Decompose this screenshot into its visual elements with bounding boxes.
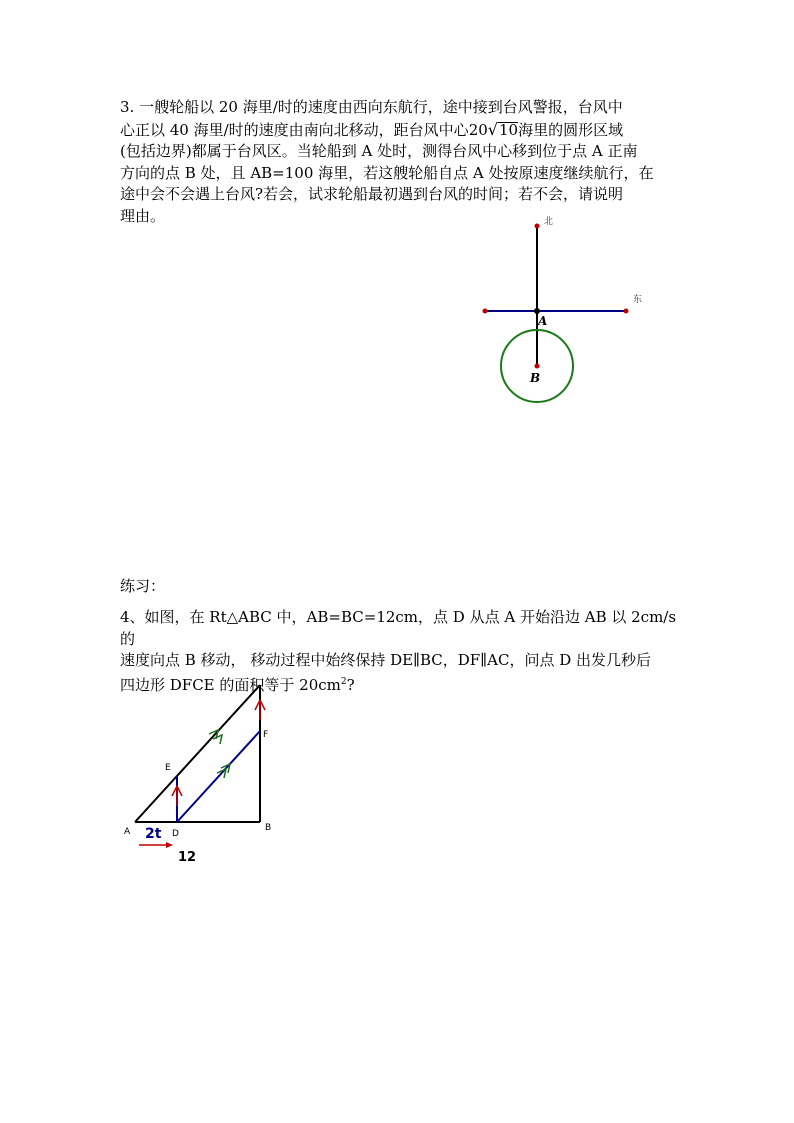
label-a2: A — [124, 827, 131, 837]
label-e: E — [165, 763, 171, 773]
point-b — [535, 364, 540, 369]
movement-arrow-icon — [166, 842, 173, 848]
label-b: B — [530, 371, 541, 385]
label-a: A — [538, 314, 548, 328]
triangle-figure — [124, 685, 271, 865]
q4-line-1: 4、如图，在 Rt△ABC 中，AB=BC=12cm，点 D 从点 A 开始沿边 AB 以 2cm/s 的 — [120, 608, 677, 648]
radical-sign-icon: √ — [487, 119, 498, 139]
q3-sqrt-radicand: 10 — [498, 120, 519, 139]
west-point — [483, 309, 488, 314]
label-d: D — [172, 829, 179, 839]
north-point — [535, 224, 540, 229]
q3-line-3: (包括边界)都属于台风区。当轮船到 A 处时，测得台风中心移到位于点 A 正南 — [120, 142, 638, 160]
q3-line-6: 理由。 — [120, 206, 166, 225]
q3-line-1: 3. 一艘轮船以 20 海里/时的速度由西向东航行，途中接到台风警报，台风中 — [120, 98, 623, 116]
segment-df — [177, 731, 260, 822]
east-point — [624, 309, 629, 314]
segment-label-2t: 2t — [145, 826, 162, 842]
q3-sqrt-coefficient: 20 — [468, 120, 488, 139]
q3-line-4: 方向的点 B 处，且 AB=100 海里，若这艘轮船自点 A 处按原速度继续航行，在 — [120, 163, 654, 182]
q4-superscript: 2 — [340, 676, 347, 687]
q4-line-3-pre: 四边形 DFCE 的面积等于 20cm — [120, 675, 341, 694]
east-label: 东 — [633, 295, 643, 305]
q3-line-5: 途中会不会遇上台风?若会，试求轮船最初遇到台风的时间；若不会，请说明 — [120, 185, 624, 203]
label-b2: B — [265, 823, 272, 833]
question-4 — [120, 607, 680, 696]
q4-line-3 — [120, 672, 680, 697]
q3-line-2-pre: 心正以 40 海里/时的速度由南向北移动，距台风中心 — [120, 120, 469, 139]
north-label: 北 — [544, 217, 554, 227]
q3-line-2-post: 海里的圆形区域 — [518, 120, 624, 139]
q4-line-3-post: ? — [346, 675, 355, 694]
side-ac — [135, 685, 260, 822]
total-length-label: 12 — [178, 850, 197, 865]
label-f: F — [263, 730, 269, 740]
typhoon-figure — [483, 215, 643, 402]
practice-heading: 练习： — [120, 577, 166, 595]
q4-line-2: 速度向点 B 移动， 移动过程中始终保持 DE∥BC，DF∥AC，问点 D 出发几秒后 — [120, 651, 652, 669]
